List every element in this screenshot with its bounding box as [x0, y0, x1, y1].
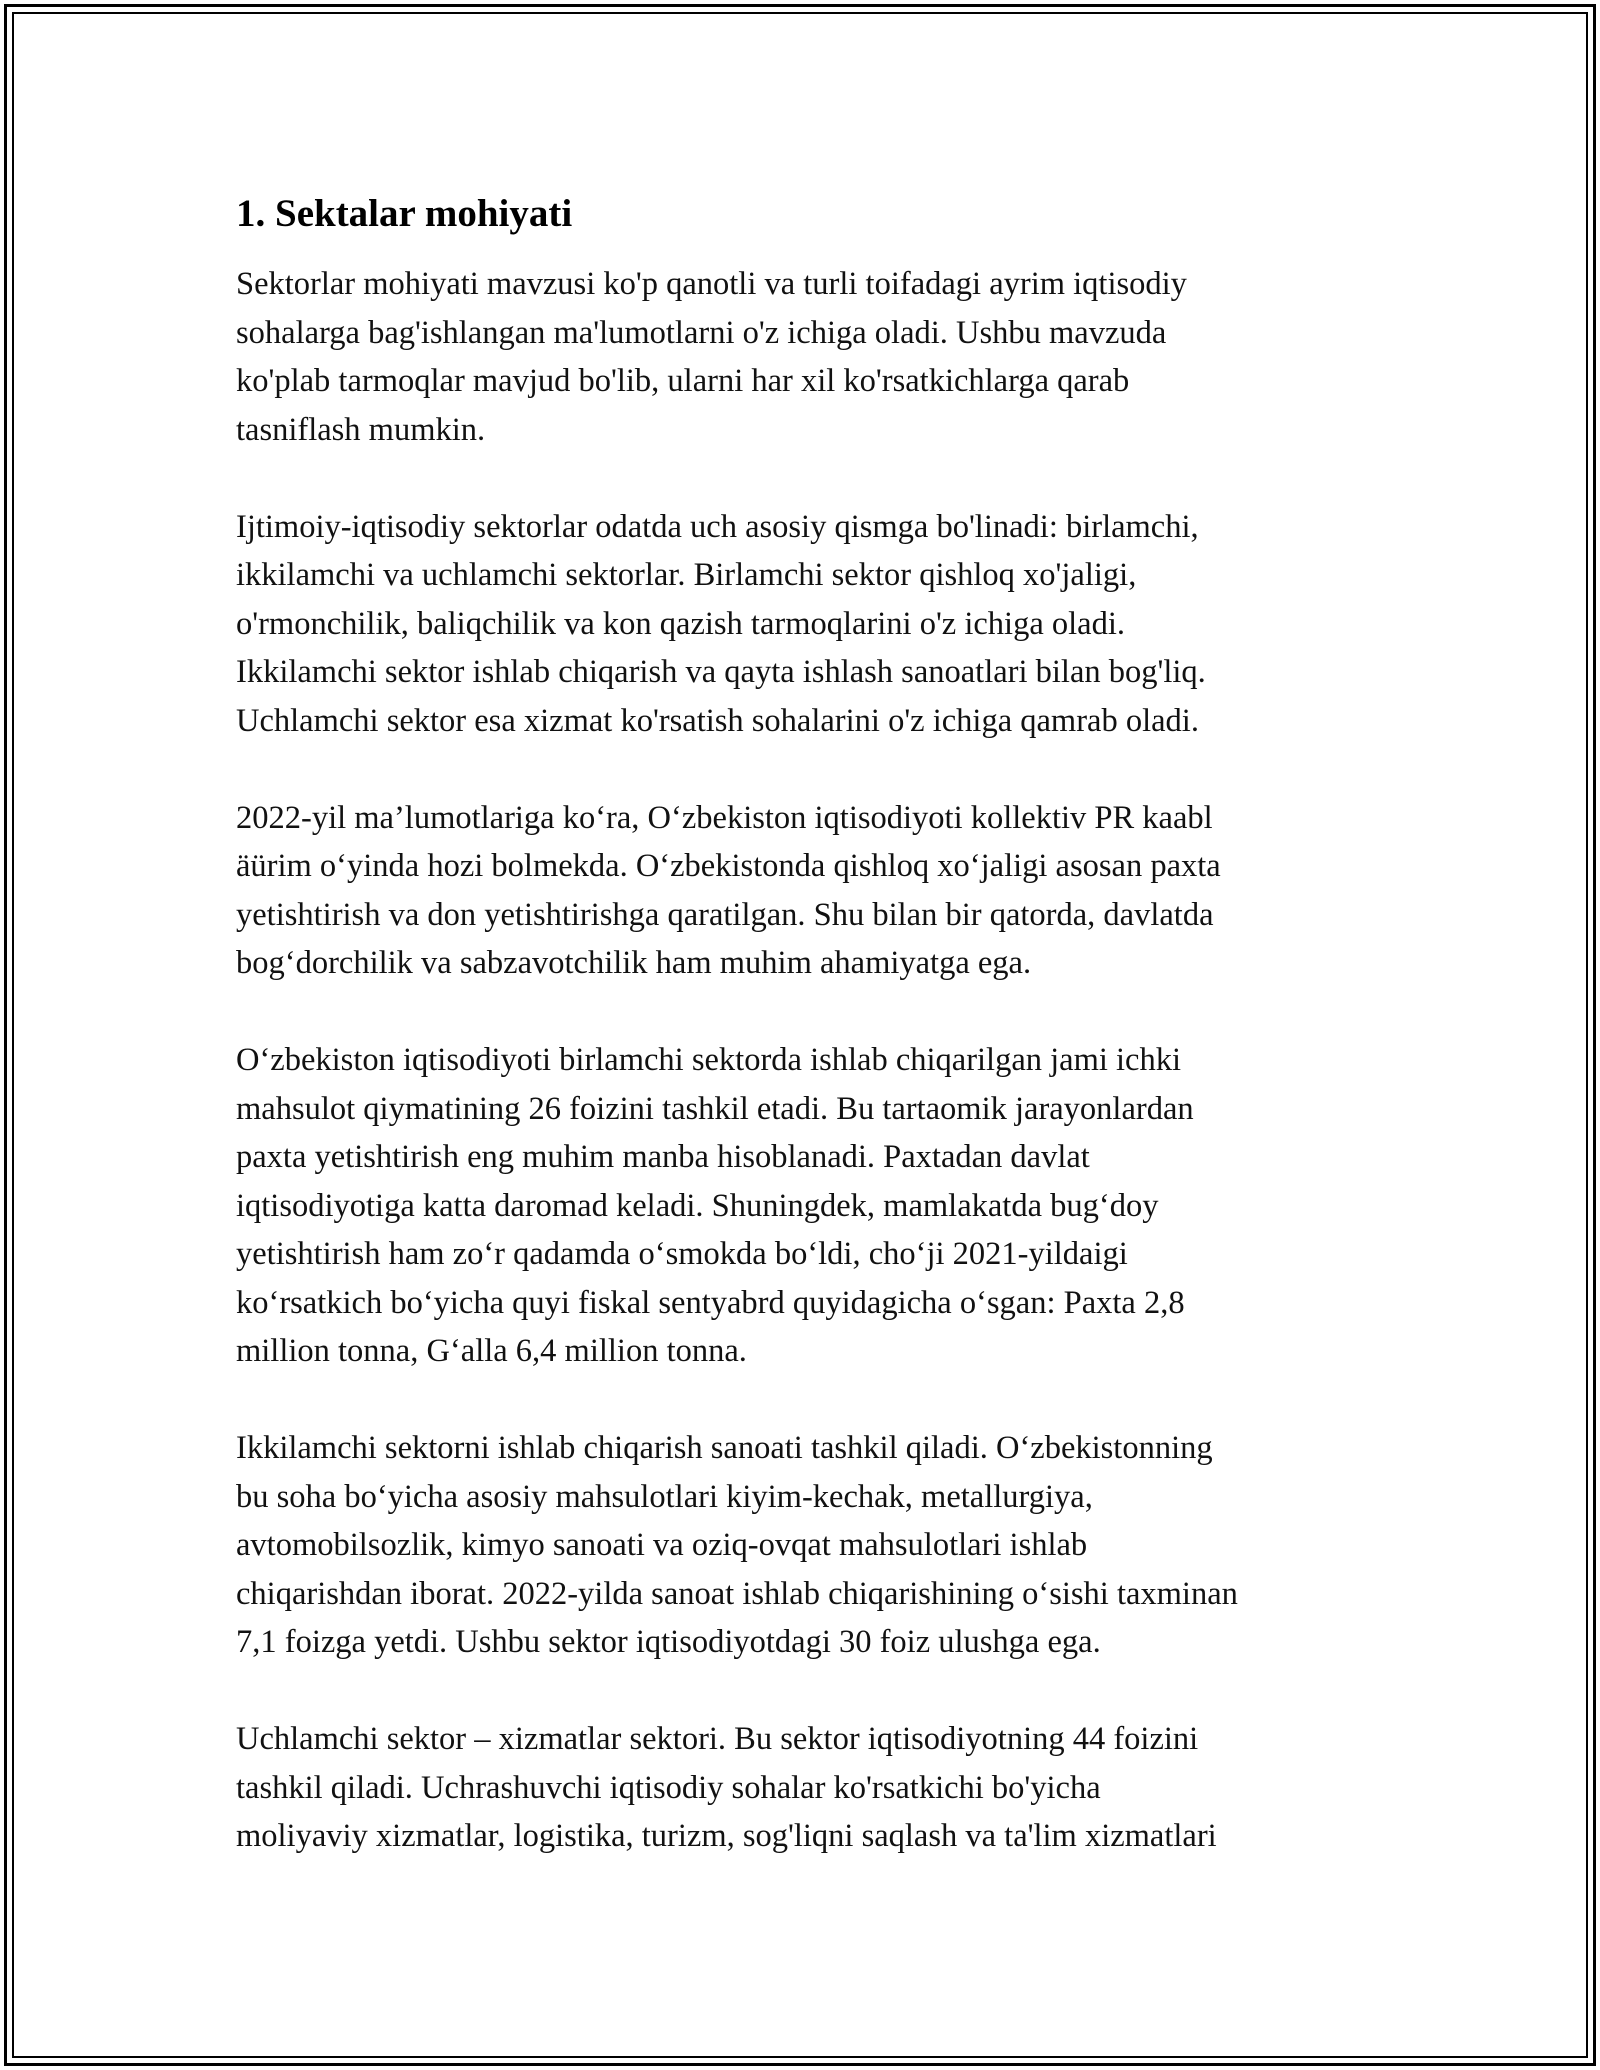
paragraph-secondary-sector: Ikkilamchi sektorni ishlab chiqarish sanoati tashkil qiladi. O‘zbekistonning bu soha bo‘yicha asosiy mahsulotlari kiyim-kechak, metallurgiya, avtomobilsozlik, kimyo sanoati va oziq-ovqat mahsulotlari ishlab chiqarishdan iborat. 2022-yilda sanoat ishlab chiqarishining o‘sishi taxminan 7,1 foizga yetdi. Ushbu sektor iqtisodiyotdagi 30 foiz ulushga ega. — [236, 1430, 1238, 1660]
paragraph-intro: Sektorlar mohiyati mavzusi ko'p qanotli va turli toifadagi ayrim iqtisodiy sohalarga bag'ishlangan ma'lumotlarni o'z ichiga oladi. Ushbu mavzuda ko'plab tarmoqlar mavjud bo'lib, ularni har xil ko'rsatkichlarga qarab tasniflash mumkin. — [236, 266, 1187, 448]
section-heading: 1. Sektalar mohiyati — [236, 192, 573, 235]
paragraph-primary-sector: O‘zbekiston iqtisodiyoti birlamchi sektorda ishlab chiqarilgan jami ichki mahsulot qiymatining 26 foizini tashkil etadi. Bu tartaomik jarayonlardan paxta yetishtirish eng muhim manba hisoblanadi. Paxtadan davlat iqtisodiyotiga katta daromad keladi. Shuningdek, mamlakatda bug‘doy yetishtirish ham zo‘r qadamda o‘smokda bo‘ldi, cho‘ji 2021-yildaigi ko‘rsatkich bo‘yicha quyi fiskal sentyabrd quyidagicha o‘sgan: Paxta 2,8 million tonna, G‘alla 6,4 million tonna. — [236, 1042, 1194, 1369]
document-body — [236, 190, 1396, 1909]
paragraph-2022-data: 2022-yil ma’lumotlariga ko‘ra, O‘zbekiston iqtisodiyoti kollektiv PR kaabl äürim o‘yinda hozi bolmekda. O‘zbekistonda qishloq xo‘jaligi asosan paxta yetishtirish va don yetishtirishga qaratilgan. Shu bilan bir qatorda, davlatda bog‘dorchilik va sabzavotchilik ham muhim ahamiyatga ega. — [236, 799, 1221, 981]
paragraph-sectors-overview: Ijtimoiy-iqtisodiy sektorlar odatda uch asosiy qismga bo'linadi: birlamchi, ikkilamchi va uchlamchi sektorlar. Birlamchi sektor qishloq xo'jaligi, o'rmonchilik, baliqchilik va kon qazish tarmoqlarini o'z ichiga oladi. Ikkilamchi sektor ishlab chiqarish va qayta ishlash sanoatlari bilan bog'liq. Uchlamchi sektor esa xizmat ko'rsatish sohalarini o'z ichiga qamrab oladi. — [236, 508, 1206, 739]
paragraph-tertiary-sector: Uchlamchi sektor – xizmatlar sektori. Bu sektor iqtisodiyotning 44 foizini tashkil qiladi. Uchrashuvchi iqtisodiy sohalar ko'rsatkichi bo'yicha moliyaviy xizmatlar, logistika, turizm, sog'liqni saqlash va ta'lim xizmatlari — [236, 1721, 1217, 1854]
